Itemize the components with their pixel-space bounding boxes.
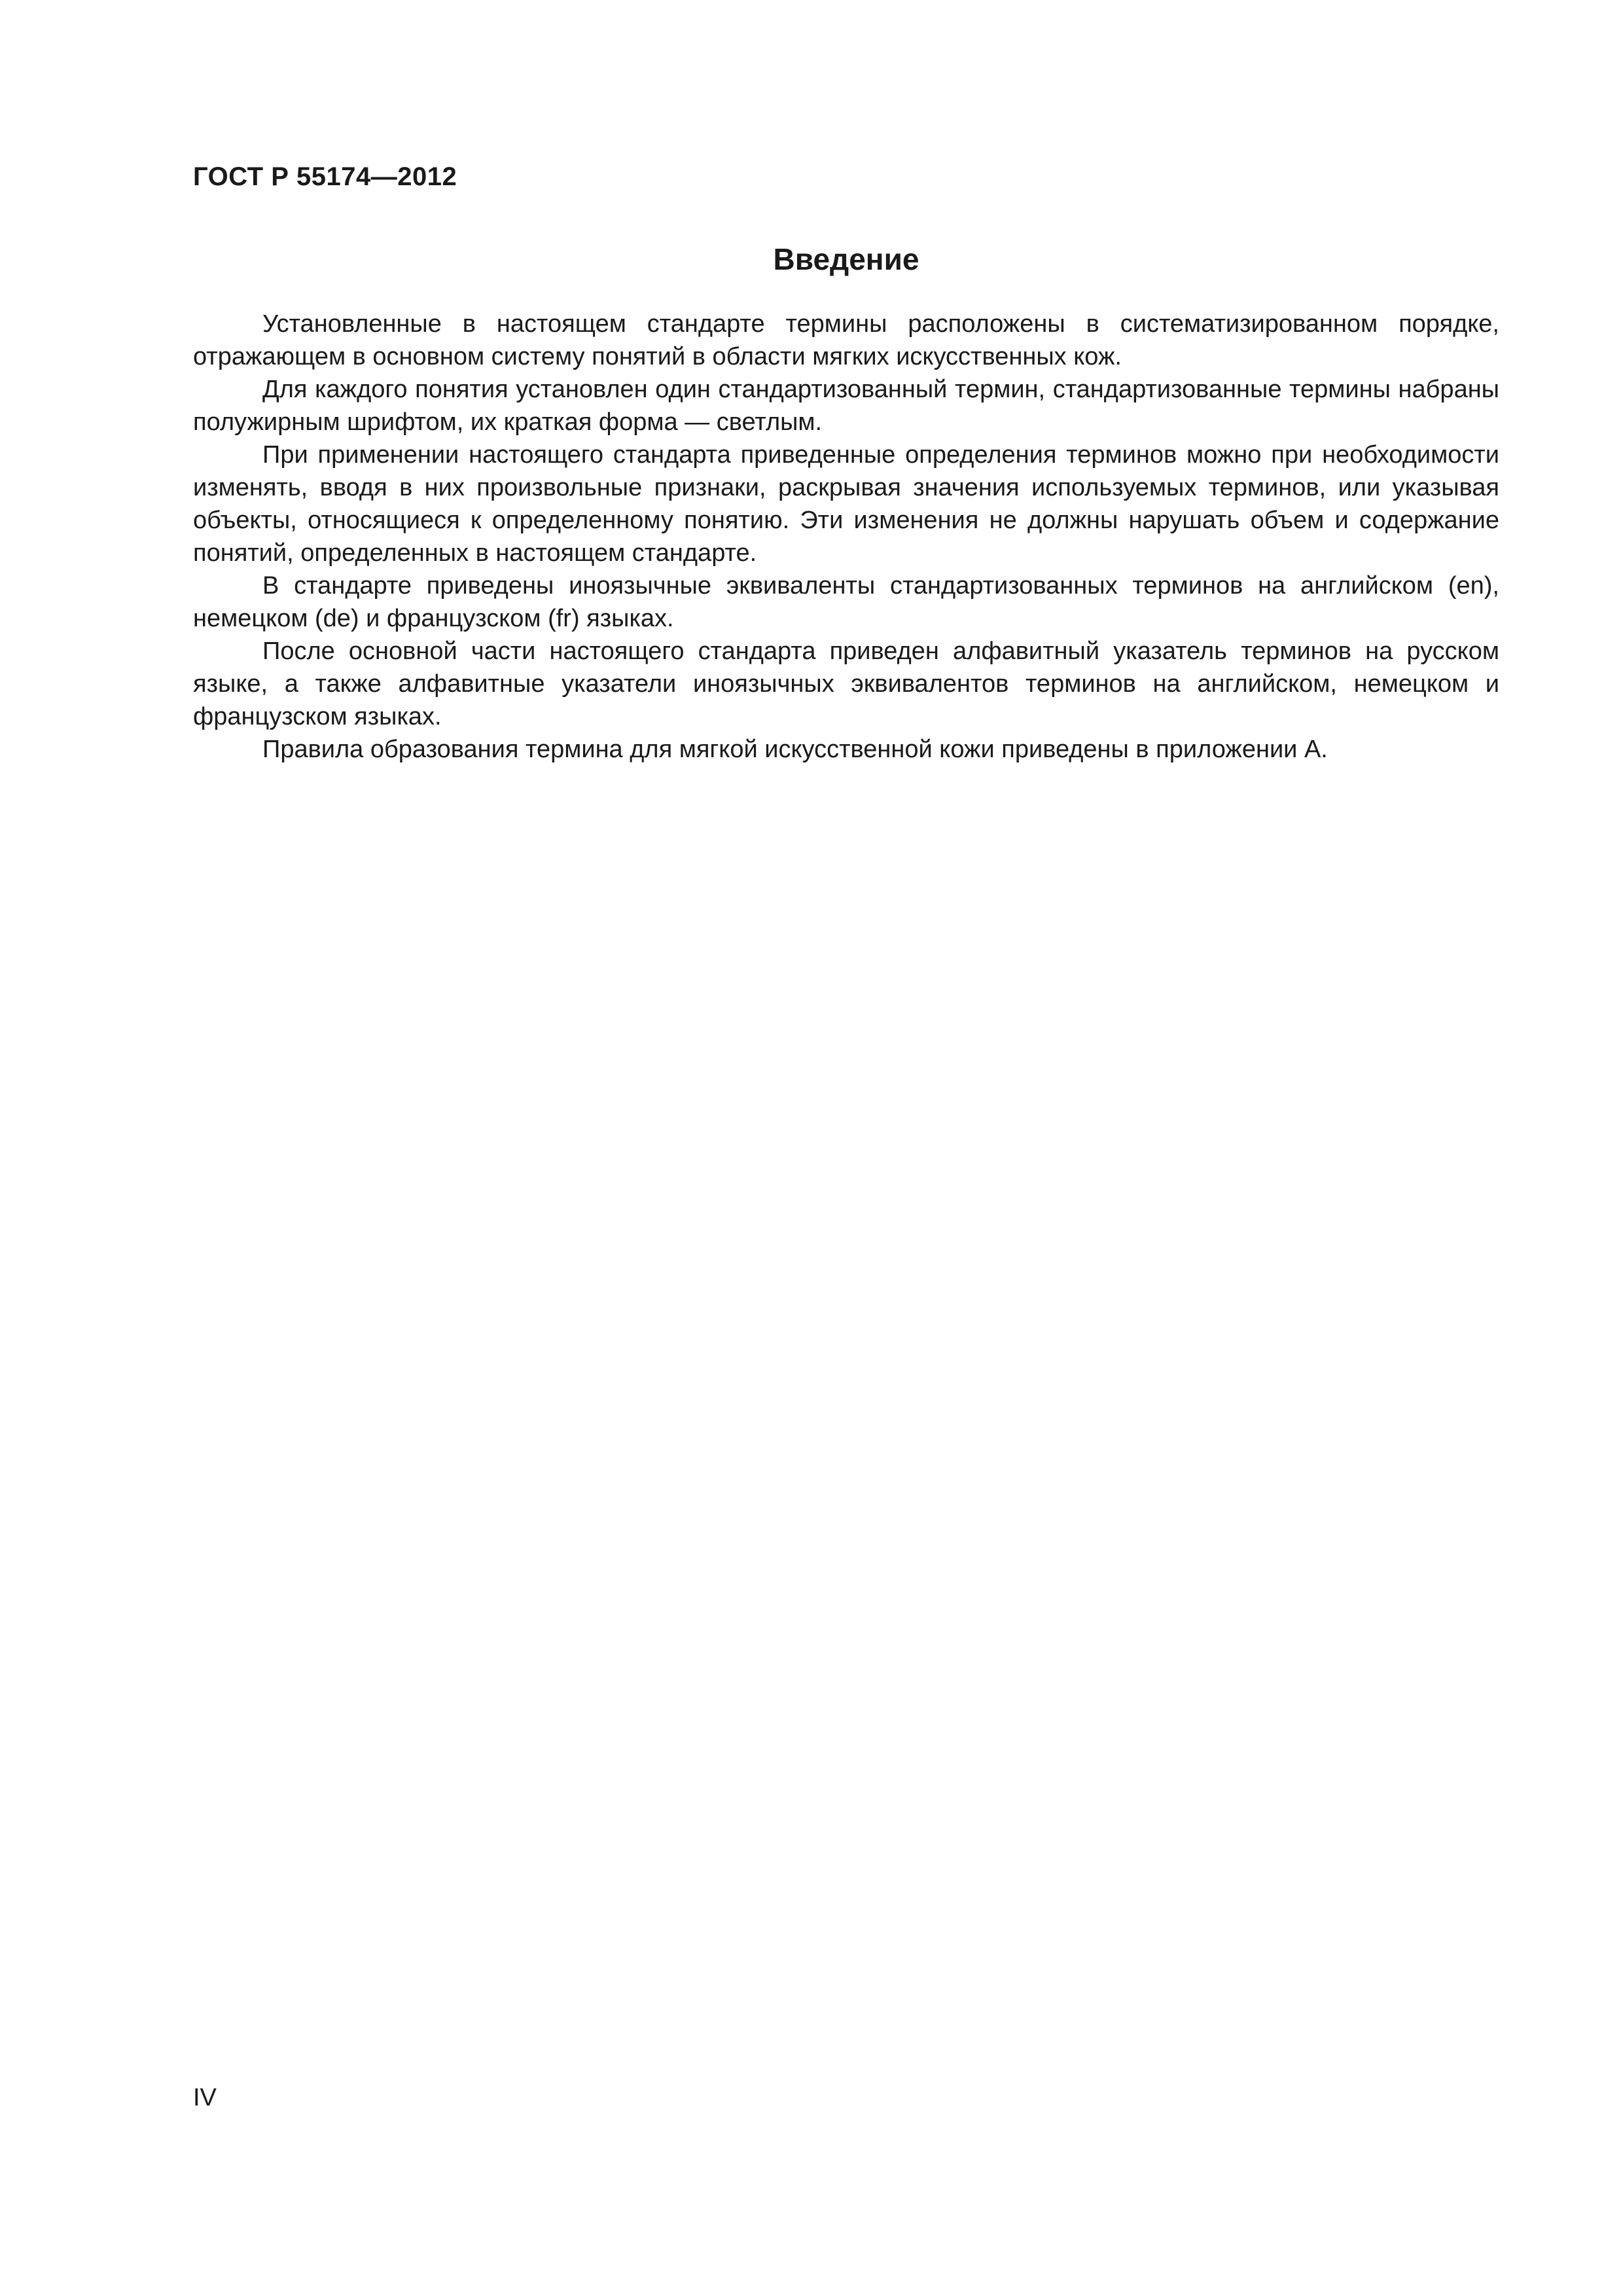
introduction-body: [193, 308, 1499, 766]
paragraph: В стандарте приведены иноязычные эквиваленты стандартизованных терминов на английском (en), немецком (de) и французском (fr) языках.: [193, 572, 1499, 632]
paragraph: Для каждого понятия установлен один стандартизованный термин, стандартизованные термины набраны полужирным шрифтом, их краткая форма — светлым.: [193, 376, 1499, 436]
paragraph: Правила образования термина для мягкой искусственной кожи приведены в приложении А.: [262, 736, 1328, 763]
paragraph: Установленные в настоящем стандарте термины расположены в систематизированном порядке, отражающем в основном систему понятий в области мягких искусственных кож.: [193, 310, 1499, 370]
page-number: IV: [193, 2084, 217, 2111]
paragraph: При применении настоящего стандарта приведенные определения терминов можно при необходимости изменять, вводя в них произвольные признаки, раскрывая значения используемых терминов, или указывая объекты, относящиеся к определенному понятию. Эти изменения не должны нарушать объем и содержание понятий, определенных в настоящем стандарте.: [193, 441, 1499, 567]
section-title: Введение: [773, 242, 919, 276]
document-code-header: ГОСТ Р 55174—2012: [193, 162, 457, 191]
paragraph: После основной части настоящего стандарта приведен алфавитный указатель терминов на русском языке, а также алфавитные указатели иноязычных эквивалентов терминов на английском, немецком и французском языках.: [193, 637, 1499, 730]
